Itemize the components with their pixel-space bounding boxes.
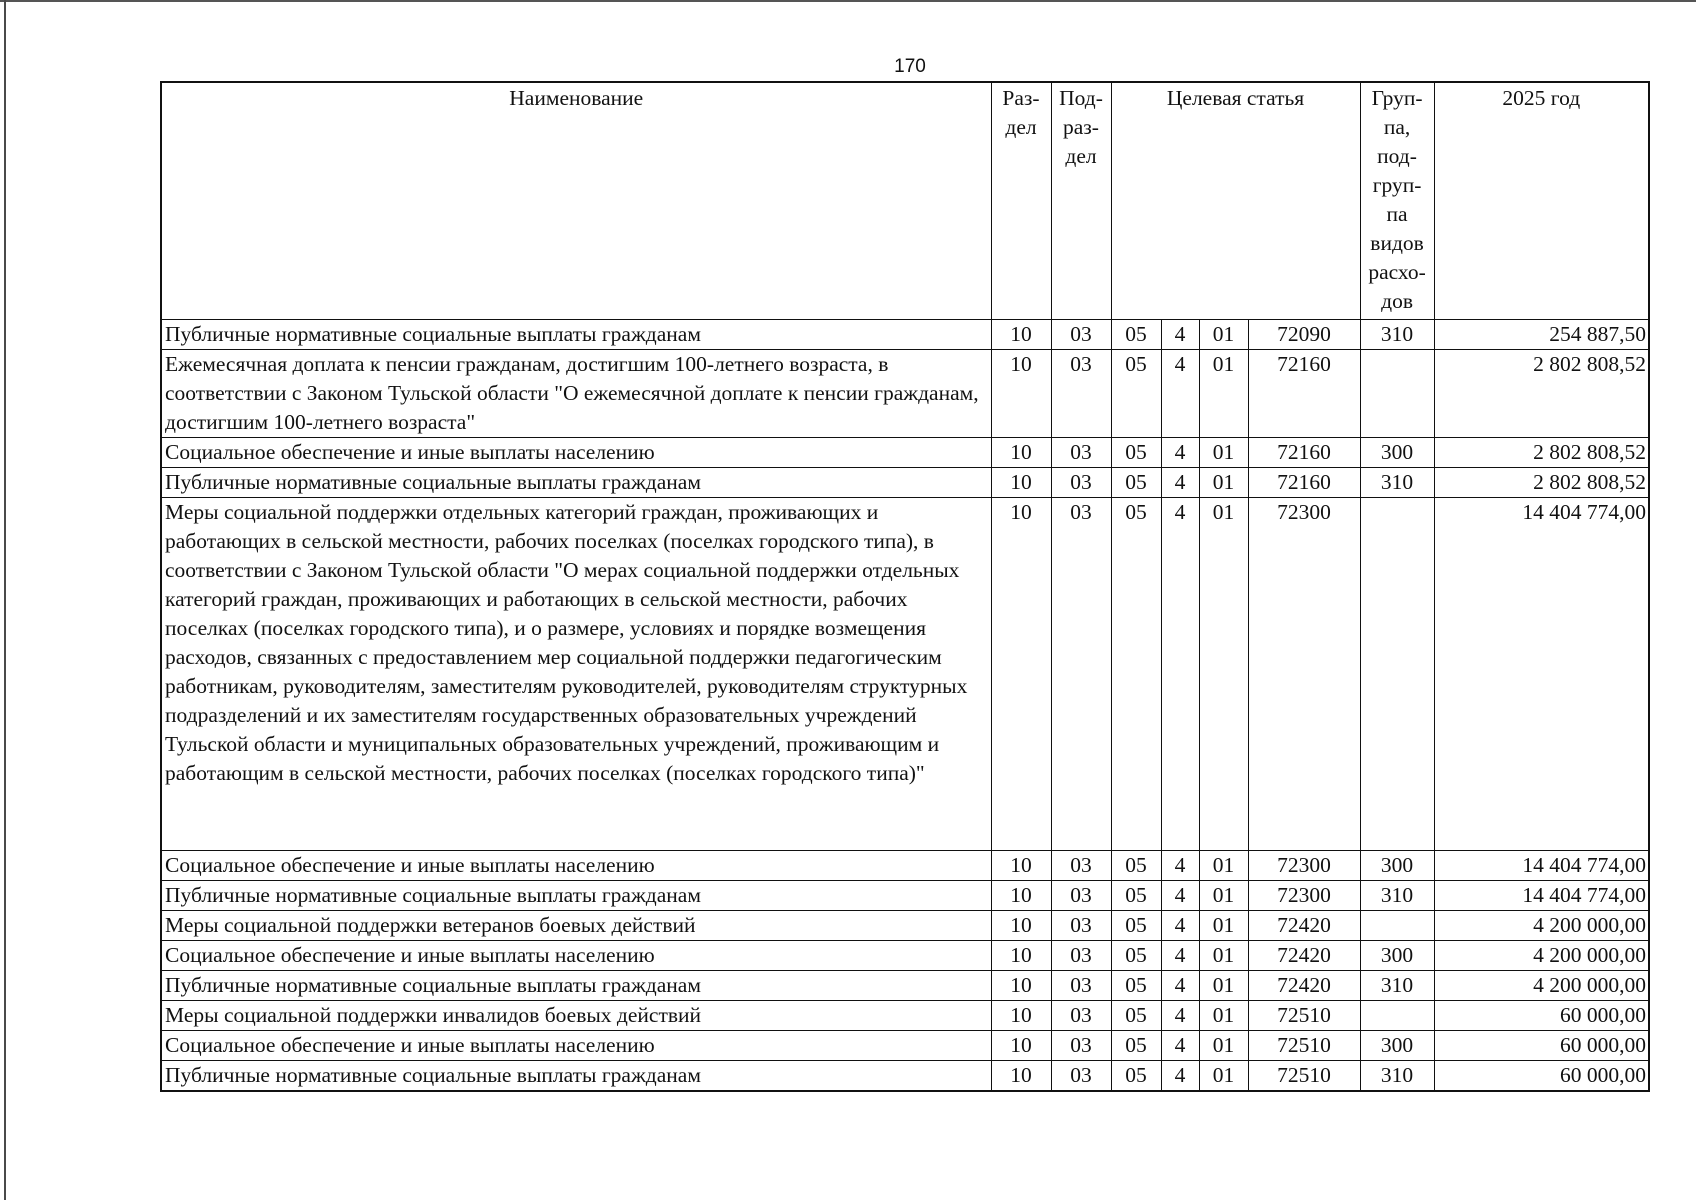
cell-subsection: 03 [1051,349,1111,437]
cell-subsection: 03 [1051,970,1111,1000]
cell-target-direction: 72510 [1248,1000,1360,1030]
cell-amount: 2 802 808,52 [1434,467,1649,497]
cell-subsection: 03 [1051,437,1111,467]
cell-section: 10 [991,437,1051,467]
table-row [161,1060,1649,1091]
cell-section: 10 [991,497,1051,850]
cell-section: 10 [991,970,1051,1000]
cell-subsection: 03 [1051,319,1111,349]
cell-target-program: 05 [1111,1000,1161,1030]
cell-expense-group [1360,1000,1434,1030]
cell-expense-group: 310 [1360,880,1434,910]
cell-target-subprogram: 01 [1199,940,1248,970]
cell-target-type: 4 [1161,1000,1199,1030]
cell-target-program: 05 [1111,940,1161,970]
cell-name: Социальное обеспечение и иные выплаты населению [161,940,991,970]
cell-subsection: 03 [1051,850,1111,880]
cell-amount: 60 000,00 [1434,1000,1649,1030]
cell-target-type: 4 [1161,319,1199,349]
cell-expense-group: 310 [1360,467,1434,497]
cell-subsection: 03 [1051,497,1111,850]
cell-target-program: 05 [1111,880,1161,910]
table-row [161,850,1649,880]
cell-expense-group [1360,910,1434,940]
cell-expense-group [1360,349,1434,437]
header-expense-group: Груп- па, под- груп- па видов расхо- дов [1360,82,1434,319]
cell-name: Социальное обеспечение и иные выплаты населению [161,850,991,880]
cell-target-type: 4 [1161,467,1199,497]
cell-section: 10 [991,467,1051,497]
cell-name: Публичные нормативные социальные выплаты гражданам [161,880,991,910]
header-name: Наименование [161,82,991,319]
cell-name: Меры социальной поддержки инвалидов боевых действий [161,1000,991,1030]
cell-expense-group: 300 [1360,850,1434,880]
cell-target-type: 4 [1161,349,1199,437]
cell-expense-group [1360,497,1434,850]
cell-expense-group: 310 [1360,970,1434,1000]
table-row [161,880,1649,910]
table-row [161,1000,1649,1030]
cell-target-type: 4 [1161,940,1199,970]
cell-amount: 2 802 808,52 [1434,437,1649,467]
cell-target-type: 4 [1161,1060,1199,1091]
cell-target-direction: 72090 [1248,319,1360,349]
cell-target-direction: 72300 [1248,497,1360,850]
cell-target-subprogram: 01 [1199,880,1248,910]
cell-target-program: 05 [1111,1060,1161,1091]
cell-name: Ежемесячная доплата к пенсии гражданам, достигшим 100-летнего возраста, в соответствии с Законом Тульской области "О ежемесячной доплате к пенсии гражданам, достигшим 100-летнего возраста" [161,349,991,437]
header-target-article: Целевая статья [1111,82,1360,319]
cell-amount: 60 000,00 [1434,1060,1649,1091]
cell-target-program: 05 [1111,319,1161,349]
cell-section: 10 [991,319,1051,349]
cell-amount: 4 200 000,00 [1434,970,1649,1000]
cell-target-direction: 72300 [1248,850,1360,880]
cell-target-subprogram: 01 [1199,1000,1248,1030]
cell-target-subprogram: 01 [1199,467,1248,497]
cell-amount: 254 887,50 [1434,319,1649,349]
cell-subsection: 03 [1051,1000,1111,1030]
cell-name: Меры социальной поддержки ветеранов боевых действий [161,910,991,940]
cell-target-subprogram: 01 [1199,910,1248,940]
cell-amount: 4 200 000,00 [1434,940,1649,970]
cell-target-type: 4 [1161,850,1199,880]
cell-section: 10 [991,880,1051,910]
cell-target-direction: 72300 [1248,880,1360,910]
cell-subsection: 03 [1051,467,1111,497]
cell-section: 10 [991,1030,1051,1060]
cell-target-subprogram: 01 [1199,970,1248,1000]
cell-amount: 4 200 000,00 [1434,910,1649,940]
table-row [161,437,1649,467]
cell-expense-group: 310 [1360,319,1434,349]
cell-target-direction: 72420 [1248,970,1360,1000]
table-row [161,349,1649,437]
cell-target-direction: 72160 [1248,349,1360,437]
cell-target-program: 05 [1111,467,1161,497]
scan-edge-top [0,0,1696,2]
cell-section: 10 [991,850,1051,880]
cell-target-program: 05 [1111,1030,1161,1060]
table-row [161,940,1649,970]
cell-name: Публичные нормативные социальные выплаты гражданам [161,1060,991,1091]
cell-amount: 2 802 808,52 [1434,349,1649,437]
cell-section: 10 [991,349,1051,437]
cell-name: Социальное обеспечение и иные выплаты населению [161,1030,991,1060]
cell-amount: 14 404 774,00 [1434,850,1649,880]
cell-name: Публичные нормативные социальные выплаты гражданам [161,467,991,497]
cell-target-program: 05 [1111,970,1161,1000]
cell-target-direction: 72510 [1248,1060,1360,1091]
cell-target-type: 4 [1161,437,1199,467]
table-body [161,319,1649,1091]
cell-target-subprogram: 01 [1199,319,1248,349]
cell-target-direction: 72510 [1248,1030,1360,1060]
cell-expense-group: 300 [1360,1030,1434,1060]
scan-edge-left [4,0,6,1200]
cell-section: 10 [991,1060,1051,1091]
cell-target-type: 4 [1161,970,1199,1000]
cell-subsection: 03 [1051,1060,1111,1091]
cell-target-subprogram: 01 [1199,437,1248,467]
cell-target-program: 05 [1111,910,1161,940]
cell-target-direction: 72420 [1248,910,1360,940]
cell-section: 10 [991,1000,1051,1030]
table-row [161,497,1649,850]
cell-name: Социальное обеспечение и иные выплаты населению [161,437,991,467]
cell-name: Публичные нормативные социальные выплаты гражданам [161,319,991,349]
cell-target-direction: 72420 [1248,940,1360,970]
cell-expense-group: 300 [1360,437,1434,467]
cell-target-subprogram: 01 [1199,497,1248,850]
table-row [161,319,1649,349]
cell-section: 10 [991,940,1051,970]
cell-target-direction: 72160 [1248,467,1360,497]
cell-target-program: 05 [1111,349,1161,437]
cell-target-type: 4 [1161,497,1199,850]
page-number: 170 [894,56,926,77]
cell-amount: 14 404 774,00 [1434,880,1649,910]
header-subsection: Под- раз- дел [1051,82,1111,319]
cell-target-subprogram: 01 [1199,349,1248,437]
cell-name: Публичные нормативные социальные выплаты гражданам [161,970,991,1000]
budget-table [160,81,1650,1092]
cell-expense-group: 310 [1360,1060,1434,1091]
cell-target-subprogram: 01 [1199,1030,1248,1060]
cell-amount: 60 000,00 [1434,1030,1649,1060]
table-header-row [161,82,1649,319]
cell-subsection: 03 [1051,1030,1111,1060]
cell-target-direction: 72160 [1248,437,1360,467]
table-row [161,910,1649,940]
cell-target-subprogram: 01 [1199,1060,1248,1091]
cell-target-program: 05 [1111,850,1161,880]
header-year: 2025 год [1434,82,1649,319]
table-row [161,467,1649,497]
cell-section: 10 [991,910,1051,940]
cell-target-program: 05 [1111,497,1161,850]
cell-target-type: 4 [1161,880,1199,910]
cell-target-type: 4 [1161,910,1199,940]
cell-amount: 14 404 774,00 [1434,497,1649,850]
header-section: Раз- дел [991,82,1051,319]
cell-subsection: 03 [1051,910,1111,940]
cell-target-type: 4 [1161,1030,1199,1060]
cell-subsection: 03 [1051,940,1111,970]
table-row [161,1030,1649,1060]
cell-target-subprogram: 01 [1199,850,1248,880]
cell-subsection: 03 [1051,880,1111,910]
table-row [161,970,1649,1000]
cell-expense-group: 300 [1360,940,1434,970]
cell-target-program: 05 [1111,437,1161,467]
cell-name: Меры социальной поддержки отдельных категорий граждан, проживающих и работающих в сельской местности, рабочих поселках (поселках городского типа), в соответствии с Законом Тульской области "О мерах социальной поддержки отдельных категорий граждан, проживающих и работающих в сельской местности, рабочих поселках (поселках городского типа), и о размере, условиях и порядке возмещения расходов, связанных с предоставлением мер социальной поддержки педагогическим работникам, руководителям, заместителям руководителей, руководителям структурных подразделений и их заместителям государственных образовательных учреждений Тульской области и муниципальных образовательных учреждений, проживающим и работающим в сельской местности, рабочих поселках (поселках городского типа)" [161,497,991,850]
